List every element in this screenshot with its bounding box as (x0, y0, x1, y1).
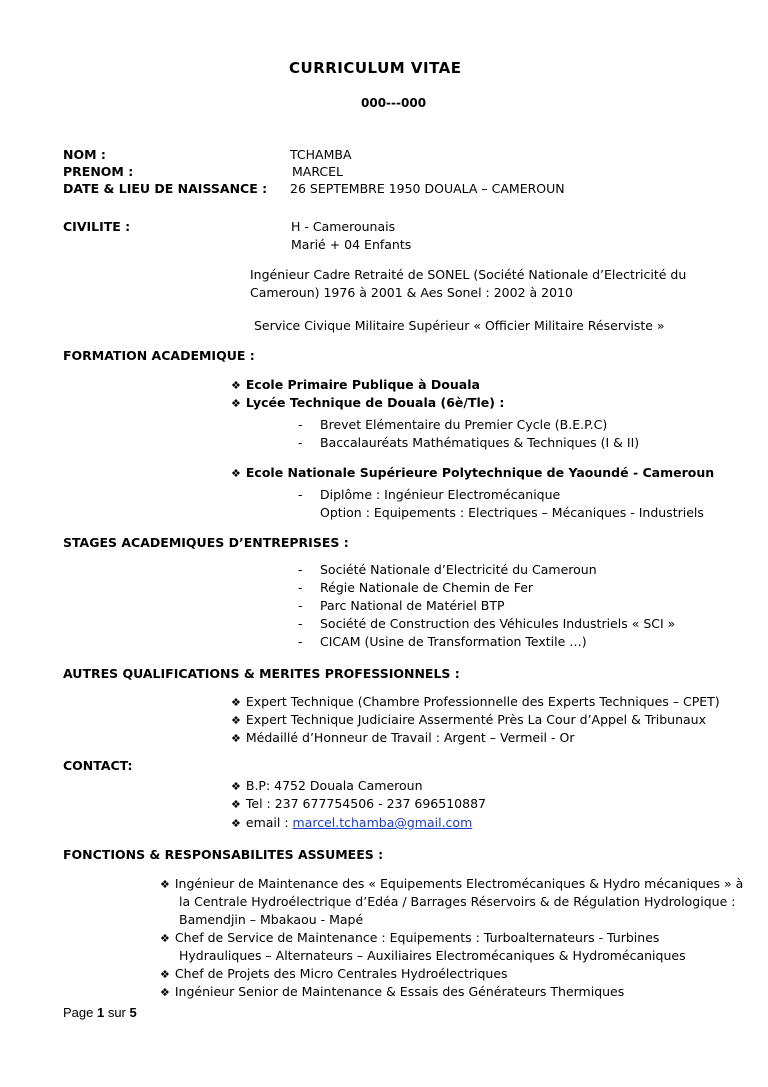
diamond-bullet-icon: ❖ (231, 379, 241, 392)
career-summary-line1: Ingénieur Cadre Retraité de SONEL (Société Nationale d’Electricité du (250, 267, 687, 282)
email-link[interactable]: marcel.tchamba@gmail.com (292, 815, 473, 830)
formation-item: ❖ Ecole Primaire Publique à Douala (231, 377, 480, 392)
function-item-continued: Hydrauliques – Alternateurs – Auxiliaires Electromécaniques & Hydromécaniques (179, 948, 686, 963)
stage-item: - CICAM (Usine de Transformation Textile …) (298, 634, 587, 649)
qualification-item: ❖ Expert Technique (Chambre Professionnelle des Experts Techniques – CPET) (231, 694, 720, 709)
family-status: Marié + 04 Enfants (291, 237, 412, 252)
contact-header: CONTACT: (63, 758, 133, 773)
qualification-item: ❖ Médaillé d’Honneur de Travail : Argent – Vermeil - Or (231, 730, 575, 745)
diamond-bullet-icon: ❖ (231, 817, 241, 830)
stage-item: - Régie Nationale de Chemin de Fer (298, 580, 534, 595)
function-item: ❖ Ingénieur Senior de Maintenance & Essais des Générateurs Thermiques (160, 984, 625, 999)
formation-sub-item: - Brevet Elémentaire du Premier Cycle (B.E.P.C) (298, 417, 608, 432)
nom-value: TCHAMBA (290, 147, 352, 162)
prenom-value: MARCEL (292, 164, 343, 179)
military-service: Service Civique Militaire Supérieur « Officier Militaire Réserviste » (254, 318, 665, 333)
diamond-bullet-icon: ❖ (231, 696, 241, 709)
formation-header: FORMATION ACADEMIQUE : (63, 348, 255, 363)
stage-item: - Société de Construction des Véhicules Industriels « SCI » (298, 616, 676, 631)
qualification-item: ❖ Expert Technique Judiciaire Assermenté Près La Cour d’Appel & Tribunaux (231, 712, 707, 727)
civilite-value: H - Camerounais (291, 219, 396, 234)
function-item: ❖ Ingénieur de Maintenance des « Equipements Electromécaniques & Hydro mécaniques » à (160, 876, 744, 891)
reference-number: 000---000 (361, 96, 427, 110)
function-item: ❖ Chef de Projets des Micro Centrales Hydroélectriques (160, 966, 508, 981)
page-title: CURRICULUM VITAE (289, 59, 462, 77)
function-item-continued: Bamendjin – Mbakaou - Mapé (179, 912, 364, 927)
nom-label: NOM : (63, 147, 106, 162)
stages-header: STAGES ACADEMIQUES D’ENTREPRISES : (63, 535, 349, 550)
stage-item: - Parc National de Matériel BTP (298, 598, 505, 613)
formation-option: Option : Equipements : Electriques – Mécaniques - Industriels (320, 505, 704, 520)
date-value: 26 SEPTEMBRE 1950 DOUALA – CAMEROUN (290, 181, 565, 196)
diamond-bullet-icon: ❖ (231, 732, 241, 745)
formation-item: ❖ Ecole Nationale Supérieure Polytechnique de Yaoundé - Cameroun (231, 465, 715, 480)
diamond-bullet-icon: ❖ (160, 878, 170, 891)
diamond-bullet-icon: ❖ (160, 986, 170, 999)
diamond-bullet-icon: ❖ (231, 467, 241, 480)
function-item: ❖ Chef de Service de Maintenance : Equipements : Turboalternateurs - Turbines (160, 930, 660, 945)
contact-email: ❖ email : marcel.tchamba@gmail.com (231, 815, 473, 830)
functions-header: FONCTIONS & RESPONSABILITES ASSUMEES : (63, 847, 384, 862)
qualifications-header: AUTRES QUALIFICATIONS & MERITES PROFESSIONNELS : (63, 666, 460, 681)
prenom-label: PRENOM : (63, 164, 134, 179)
diamond-bullet-icon: ❖ (160, 968, 170, 981)
formation-sub-item: - Diplôme : Ingénieur Electromécanique (298, 487, 561, 502)
diamond-bullet-icon: ❖ (231, 397, 241, 410)
contact-po-box: ❖ B.P: 4752 Douala Cameroun (231, 778, 423, 793)
function-item-continued: la Centrale Hydroélectrique d’Edéa / Barrages Réservoirs & de Régulation Hydrologique : (179, 894, 736, 909)
formation-item: ❖ Lycée Technique de Douala (6è/Tle) : (231, 395, 505, 410)
page-footer: Page 1 sur 5 (63, 1005, 137, 1020)
formation-sub-item: - Baccalauréats Mathématiques & Techniques (I & II) (298, 435, 640, 450)
civilite-label: CIVILITE : (63, 219, 131, 234)
stage-item: - Société Nationale d’Electricité du Cameroun (298, 562, 597, 577)
diamond-bullet-icon: ❖ (231, 780, 241, 793)
contact-phone: ❖ Tel : 237 677754506 - 237 696510887 (231, 796, 486, 811)
diamond-bullet-icon: ❖ (160, 932, 170, 945)
diamond-bullet-icon: ❖ (231, 798, 241, 811)
career-summary-line2: Cameroun) 1976 à 2001 & Aes Sonel : 2002 à 2010 (250, 285, 573, 300)
diamond-bullet-icon: ❖ (231, 714, 241, 727)
date-label: DATE & LIEU DE NAISSANCE : (63, 181, 268, 196)
